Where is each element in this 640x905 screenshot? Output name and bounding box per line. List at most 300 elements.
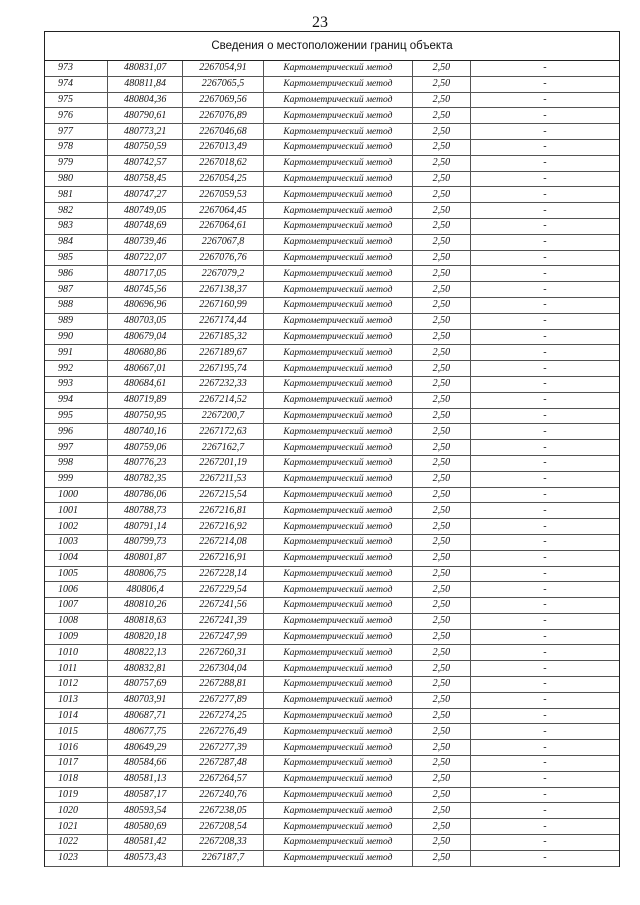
description-cell: -	[470, 850, 619, 866]
accuracy-cell: 2,50	[412, 218, 470, 234]
y-coordinate-cell: 2267208,33	[183, 835, 264, 851]
accuracy-cell: 2,50	[412, 139, 470, 155]
y-coordinate-cell: 2267232,33	[183, 376, 264, 392]
point-number-cell: 1004	[45, 550, 108, 566]
description-cell: -	[470, 108, 619, 124]
point-number-cell: 998	[45, 455, 108, 471]
description-cell: -	[470, 566, 619, 582]
accuracy-cell: 2,50	[412, 724, 470, 740]
method-cell: Картометрический метод	[263, 218, 412, 234]
x-coordinate-cell: 480810,26	[108, 598, 183, 614]
point-number-cell: 975	[45, 92, 108, 108]
point-number-cell: 994	[45, 392, 108, 408]
method-cell: Картометрический метод	[263, 740, 412, 756]
accuracy-cell: 2,50	[412, 392, 470, 408]
accuracy-cell: 2,50	[412, 250, 470, 266]
y-coordinate-cell: 2267216,81	[183, 503, 264, 519]
accuracy-cell: 2,50	[412, 76, 470, 92]
method-cell: Картометрический метод	[263, 61, 412, 76]
method-cell: Картометрический метод	[263, 203, 412, 219]
accuracy-cell: 2,50	[412, 282, 470, 298]
description-cell: -	[470, 440, 619, 456]
y-coordinate-cell: 2267069,56	[183, 92, 264, 108]
description-cell: -	[470, 740, 619, 756]
point-number-cell: 976	[45, 108, 108, 124]
method-cell: Картометрический метод	[263, 835, 412, 851]
x-coordinate-cell: 480703,05	[108, 313, 183, 329]
method-cell: Картометрический метод	[263, 329, 412, 345]
y-coordinate-cell: 2267201,19	[183, 455, 264, 471]
table-row	[45, 740, 619, 756]
method-cell: Картометрический метод	[263, 677, 412, 693]
description-cell: -	[470, 361, 619, 377]
point-number-cell: 981	[45, 187, 108, 203]
table-row	[45, 361, 619, 377]
method-cell: Картометрический метод	[263, 297, 412, 313]
point-number-cell: 1009	[45, 629, 108, 645]
accuracy-cell: 2,50	[412, 266, 470, 282]
point-number-cell: 1002	[45, 519, 108, 535]
x-coordinate-cell: 480822,13	[108, 645, 183, 661]
table-row	[45, 139, 619, 155]
accuracy-cell: 2,50	[412, 582, 470, 598]
y-coordinate-cell: 2267013,49	[183, 139, 264, 155]
y-coordinate-cell: 2267240,76	[183, 787, 264, 803]
description-cell: -	[470, 313, 619, 329]
description-cell: -	[470, 203, 619, 219]
table-row	[45, 171, 619, 187]
y-coordinate-cell: 2267079,2	[183, 266, 264, 282]
table-row	[45, 819, 619, 835]
method-cell: Картометрический метод	[263, 471, 412, 487]
y-coordinate-cell: 2267264,57	[183, 771, 264, 787]
x-coordinate-cell: 480801,87	[108, 550, 183, 566]
accuracy-cell: 2,50	[412, 376, 470, 392]
method-cell: Картометрический метод	[263, 76, 412, 92]
method-cell: Картометрический метод	[263, 408, 412, 424]
point-number-cell: 1008	[45, 613, 108, 629]
y-coordinate-cell: 2267215,54	[183, 487, 264, 503]
accuracy-cell: 2,50	[412, 503, 470, 519]
description-cell: -	[470, 692, 619, 708]
x-coordinate-cell: 480786,06	[108, 487, 183, 503]
y-coordinate-cell: 2267195,74	[183, 361, 264, 377]
y-coordinate-cell: 2267189,67	[183, 345, 264, 361]
point-number-cell: 1014	[45, 708, 108, 724]
accuracy-cell: 2,50	[412, 313, 470, 329]
accuracy-cell: 2,50	[412, 598, 470, 614]
method-cell: Картометрический метод	[263, 598, 412, 614]
point-number-cell: 1010	[45, 645, 108, 661]
table-row	[45, 234, 619, 250]
x-coordinate-cell: 480750,95	[108, 408, 183, 424]
accuracy-cell: 2,50	[412, 345, 470, 361]
table-row	[45, 329, 619, 345]
method-cell: Картометрический метод	[263, 282, 412, 298]
accuracy-cell: 2,50	[412, 756, 470, 772]
table-row	[45, 250, 619, 266]
table-row	[45, 771, 619, 787]
x-coordinate-cell: 480758,45	[108, 171, 183, 187]
x-coordinate-cell: 480749,05	[108, 203, 183, 219]
x-coordinate-cell: 480687,71	[108, 708, 183, 724]
point-number-cell: 1019	[45, 787, 108, 803]
x-coordinate-cell: 480649,29	[108, 740, 183, 756]
point-number-cell: 997	[45, 440, 108, 456]
description-cell: -	[470, 155, 619, 171]
description-cell: -	[470, 787, 619, 803]
method-cell: Картометрический метод	[263, 250, 412, 266]
x-coordinate-cell: 480739,46	[108, 234, 183, 250]
table-row	[45, 266, 619, 282]
x-coordinate-cell: 480745,56	[108, 282, 183, 298]
point-number-cell: 1021	[45, 819, 108, 835]
description-cell: -	[470, 455, 619, 471]
description-cell: -	[470, 645, 619, 661]
method-cell: Картометрический метод	[263, 550, 412, 566]
table-row	[45, 76, 619, 92]
point-number-cell: 1015	[45, 724, 108, 740]
x-coordinate-cell: 480722,07	[108, 250, 183, 266]
description-cell: -	[470, 76, 619, 92]
description-cell: -	[470, 708, 619, 724]
point-number-cell: 1020	[45, 803, 108, 819]
description-cell: -	[470, 329, 619, 345]
x-coordinate-cell: 480806,4	[108, 582, 183, 598]
table-row	[45, 692, 619, 708]
point-number-cell: 988	[45, 297, 108, 313]
boundary-table-frame	[44, 31, 620, 867]
y-coordinate-cell: 2267304,04	[183, 661, 264, 677]
point-number-cell: 1007	[45, 598, 108, 614]
point-number-cell: 985	[45, 250, 108, 266]
point-number-cell: 980	[45, 171, 108, 187]
description-cell: -	[470, 376, 619, 392]
point-number-cell: 996	[45, 424, 108, 440]
accuracy-cell: 2,50	[412, 692, 470, 708]
method-cell: Картометрический метод	[263, 771, 412, 787]
y-coordinate-cell: 2267067,8	[183, 234, 264, 250]
method-cell: Картометрический метод	[263, 724, 412, 740]
method-cell: Картометрический метод	[263, 503, 412, 519]
description-cell: -	[470, 550, 619, 566]
y-coordinate-cell: 2267228,14	[183, 566, 264, 582]
accuracy-cell: 2,50	[412, 108, 470, 124]
description-cell: -	[470, 171, 619, 187]
method-cell: Картометрический метод	[263, 92, 412, 108]
x-coordinate-cell: 480748,69	[108, 218, 183, 234]
method-cell: Картометрический метод	[263, 645, 412, 661]
table-row	[45, 724, 619, 740]
x-coordinate-cell: 480811,84	[108, 76, 183, 92]
method-cell: Картометрический метод	[263, 345, 412, 361]
x-coordinate-cell: 480782,35	[108, 471, 183, 487]
x-coordinate-cell: 480719,89	[108, 392, 183, 408]
description-cell: -	[470, 282, 619, 298]
point-number-cell: 1003	[45, 534, 108, 550]
y-coordinate-cell: 2267274,25	[183, 708, 264, 724]
method-cell: Картометрический метод	[263, 187, 412, 203]
y-coordinate-cell: 2267214,52	[183, 392, 264, 408]
point-number-cell: 992	[45, 361, 108, 377]
y-coordinate-cell: 2267076,76	[183, 250, 264, 266]
point-number-cell: 973	[45, 61, 108, 76]
point-number-cell: 999	[45, 471, 108, 487]
description-cell: -	[470, 218, 619, 234]
table-row	[45, 566, 619, 582]
y-coordinate-cell: 2267216,92	[183, 519, 264, 535]
point-number-cell: 1017	[45, 756, 108, 772]
y-coordinate-cell: 2267211,53	[183, 471, 264, 487]
x-coordinate-cell: 480679,04	[108, 329, 183, 345]
table-row	[45, 613, 619, 629]
accuracy-cell: 2,50	[412, 124, 470, 140]
x-coordinate-cell: 480584,66	[108, 756, 183, 772]
y-coordinate-cell: 2267241,56	[183, 598, 264, 614]
table-row	[45, 187, 619, 203]
x-coordinate-cell: 480820,18	[108, 629, 183, 645]
y-coordinate-cell: 2267018,62	[183, 155, 264, 171]
x-coordinate-cell: 480747,27	[108, 187, 183, 203]
table-row	[45, 519, 619, 535]
accuracy-cell: 2,50	[412, 361, 470, 377]
description-cell: -	[470, 677, 619, 693]
table-row	[45, 392, 619, 408]
method-cell: Картометрический метод	[263, 440, 412, 456]
x-coordinate-cell: 480573,43	[108, 850, 183, 866]
x-coordinate-cell: 480740,16	[108, 424, 183, 440]
point-number-cell: 987	[45, 282, 108, 298]
method-cell: Картометрический метод	[263, 266, 412, 282]
method-cell: Картометрический метод	[263, 756, 412, 772]
description-cell: -	[470, 471, 619, 487]
y-coordinate-cell: 2267065,5	[183, 76, 264, 92]
x-coordinate-cell: 480703,91	[108, 692, 183, 708]
table-row	[45, 487, 619, 503]
accuracy-cell: 2,50	[412, 61, 470, 76]
method-cell: Картометрический метод	[263, 534, 412, 550]
table-row	[45, 645, 619, 661]
x-coordinate-cell: 480804,36	[108, 92, 183, 108]
table-row	[45, 297, 619, 313]
method-cell: Картометрический метод	[263, 661, 412, 677]
table-row	[45, 376, 619, 392]
accuracy-cell: 2,50	[412, 519, 470, 535]
description-cell: -	[470, 139, 619, 155]
accuracy-cell: 2,50	[412, 566, 470, 582]
point-number-cell: 1006	[45, 582, 108, 598]
accuracy-cell: 2,50	[412, 455, 470, 471]
description-cell: -	[470, 756, 619, 772]
method-cell: Картометрический метод	[263, 487, 412, 503]
description-cell: -	[470, 234, 619, 250]
point-number-cell: 1016	[45, 740, 108, 756]
accuracy-cell: 2,50	[412, 297, 470, 313]
method-cell: Картометрический метод	[263, 819, 412, 835]
description-cell: -	[470, 392, 619, 408]
point-number-cell: 989	[45, 313, 108, 329]
description-cell: -	[470, 803, 619, 819]
accuracy-cell: 2,50	[412, 550, 470, 566]
accuracy-cell: 2,50	[412, 645, 470, 661]
description-cell: -	[470, 187, 619, 203]
point-number-cell: 978	[45, 139, 108, 155]
point-number-cell: 974	[45, 76, 108, 92]
description-cell: -	[470, 835, 619, 851]
accuracy-cell: 2,50	[412, 677, 470, 693]
x-coordinate-cell: 480696,96	[108, 297, 183, 313]
table-row	[45, 155, 619, 171]
accuracy-cell: 2,50	[412, 155, 470, 171]
accuracy-cell: 2,50	[412, 471, 470, 487]
description-cell: -	[470, 266, 619, 282]
method-cell: Картометрический метод	[263, 313, 412, 329]
description-cell: -	[470, 582, 619, 598]
y-coordinate-cell: 2267138,37	[183, 282, 264, 298]
table-row	[45, 455, 619, 471]
table-row	[45, 345, 619, 361]
table-row	[45, 629, 619, 645]
description-cell: -	[470, 487, 619, 503]
method-cell: Картометрический метод	[263, 629, 412, 645]
accuracy-cell: 2,50	[412, 329, 470, 345]
accuracy-cell: 2,50	[412, 629, 470, 645]
accuracy-cell: 2,50	[412, 740, 470, 756]
table-row	[45, 440, 619, 456]
point-number-cell: 1005	[45, 566, 108, 582]
accuracy-cell: 2,50	[412, 424, 470, 440]
table-row	[45, 108, 619, 124]
accuracy-cell: 2,50	[412, 440, 470, 456]
table-row	[45, 582, 619, 598]
method-cell: Картометрический метод	[263, 787, 412, 803]
table-body	[45, 61, 619, 866]
point-number-cell: 979	[45, 155, 108, 171]
method-cell: Картометрический метод	[263, 108, 412, 124]
table-row	[45, 203, 619, 219]
method-cell: Картометрический метод	[263, 708, 412, 724]
method-cell: Картометрический метод	[263, 613, 412, 629]
table-row	[45, 803, 619, 819]
y-coordinate-cell: 2267162,7	[183, 440, 264, 456]
x-coordinate-cell: 480818,63	[108, 613, 183, 629]
accuracy-cell: 2,50	[412, 850, 470, 866]
accuracy-cell: 2,50	[412, 771, 470, 787]
description-cell: -	[470, 297, 619, 313]
x-coordinate-cell: 480667,01	[108, 361, 183, 377]
table-row	[45, 282, 619, 298]
table-row	[45, 313, 619, 329]
point-number-cell: 983	[45, 218, 108, 234]
point-number-cell: 1022	[45, 835, 108, 851]
y-coordinate-cell: 2267054,91	[183, 61, 264, 76]
table-row	[45, 787, 619, 803]
method-cell: Картометрический метод	[263, 392, 412, 408]
method-cell: Картометрический метод	[263, 424, 412, 440]
description-cell: -	[470, 771, 619, 787]
y-coordinate-cell: 2267277,39	[183, 740, 264, 756]
y-coordinate-cell: 2267288,81	[183, 677, 264, 693]
x-coordinate-cell: 480831,07	[108, 61, 183, 76]
description-cell: -	[470, 519, 619, 535]
x-coordinate-cell: 480581,42	[108, 835, 183, 851]
method-cell: Картометрический метод	[263, 850, 412, 866]
point-number-cell: 977	[45, 124, 108, 140]
method-cell: Картометрический метод	[263, 361, 412, 377]
method-cell: Картометрический метод	[263, 234, 412, 250]
boundary-points-table	[45, 61, 619, 867]
accuracy-cell: 2,50	[412, 187, 470, 203]
table-row	[45, 408, 619, 424]
y-coordinate-cell: 2267174,44	[183, 313, 264, 329]
x-coordinate-cell: 480788,73	[108, 503, 183, 519]
y-coordinate-cell: 2267185,32	[183, 329, 264, 345]
y-coordinate-cell: 2267229,54	[183, 582, 264, 598]
y-coordinate-cell: 2267260,31	[183, 645, 264, 661]
table-row	[45, 124, 619, 140]
method-cell: Картометрический метод	[263, 566, 412, 582]
x-coordinate-cell: 480742,57	[108, 155, 183, 171]
y-coordinate-cell: 2267076,89	[183, 108, 264, 124]
description-cell: -	[470, 819, 619, 835]
accuracy-cell: 2,50	[412, 613, 470, 629]
x-coordinate-cell: 480677,75	[108, 724, 183, 740]
y-coordinate-cell: 2267059,53	[183, 187, 264, 203]
accuracy-cell: 2,50	[412, 234, 470, 250]
method-cell: Картометрический метод	[263, 519, 412, 535]
x-coordinate-cell: 480684,61	[108, 376, 183, 392]
table-row	[45, 550, 619, 566]
table-row	[45, 661, 619, 677]
point-number-cell: 1013	[45, 692, 108, 708]
table-row	[45, 92, 619, 108]
y-coordinate-cell: 2267172,63	[183, 424, 264, 440]
table-row	[45, 61, 619, 76]
accuracy-cell: 2,50	[412, 487, 470, 503]
x-coordinate-cell: 480776,23	[108, 455, 183, 471]
x-coordinate-cell: 480750,59	[108, 139, 183, 155]
point-number-cell: 986	[45, 266, 108, 282]
point-number-cell: 993	[45, 376, 108, 392]
accuracy-cell: 2,50	[412, 171, 470, 187]
description-cell: -	[470, 408, 619, 424]
table-row	[45, 756, 619, 772]
point-number-cell: 1000	[45, 487, 108, 503]
point-number-cell: 990	[45, 329, 108, 345]
table-row	[45, 598, 619, 614]
method-cell: Картометрический метод	[263, 455, 412, 471]
x-coordinate-cell: 480581,13	[108, 771, 183, 787]
y-coordinate-cell: 2267287,48	[183, 756, 264, 772]
accuracy-cell: 2,50	[412, 819, 470, 835]
method-cell: Картометрический метод	[263, 171, 412, 187]
method-cell: Картометрический метод	[263, 803, 412, 819]
y-coordinate-cell: 2267276,49	[183, 724, 264, 740]
x-coordinate-cell: 480757,69	[108, 677, 183, 693]
accuracy-cell: 2,50	[412, 408, 470, 424]
y-coordinate-cell: 2267046,68	[183, 124, 264, 140]
y-coordinate-cell: 2267064,61	[183, 218, 264, 234]
point-number-cell: 995	[45, 408, 108, 424]
description-cell: -	[470, 629, 619, 645]
x-coordinate-cell: 480790,61	[108, 108, 183, 124]
x-coordinate-cell: 480580,69	[108, 819, 183, 835]
point-number-cell: 1023	[45, 850, 108, 866]
y-coordinate-cell: 2267054,25	[183, 171, 264, 187]
description-cell: -	[470, 534, 619, 550]
x-coordinate-cell: 480593,54	[108, 803, 183, 819]
y-coordinate-cell: 2267214,08	[183, 534, 264, 550]
